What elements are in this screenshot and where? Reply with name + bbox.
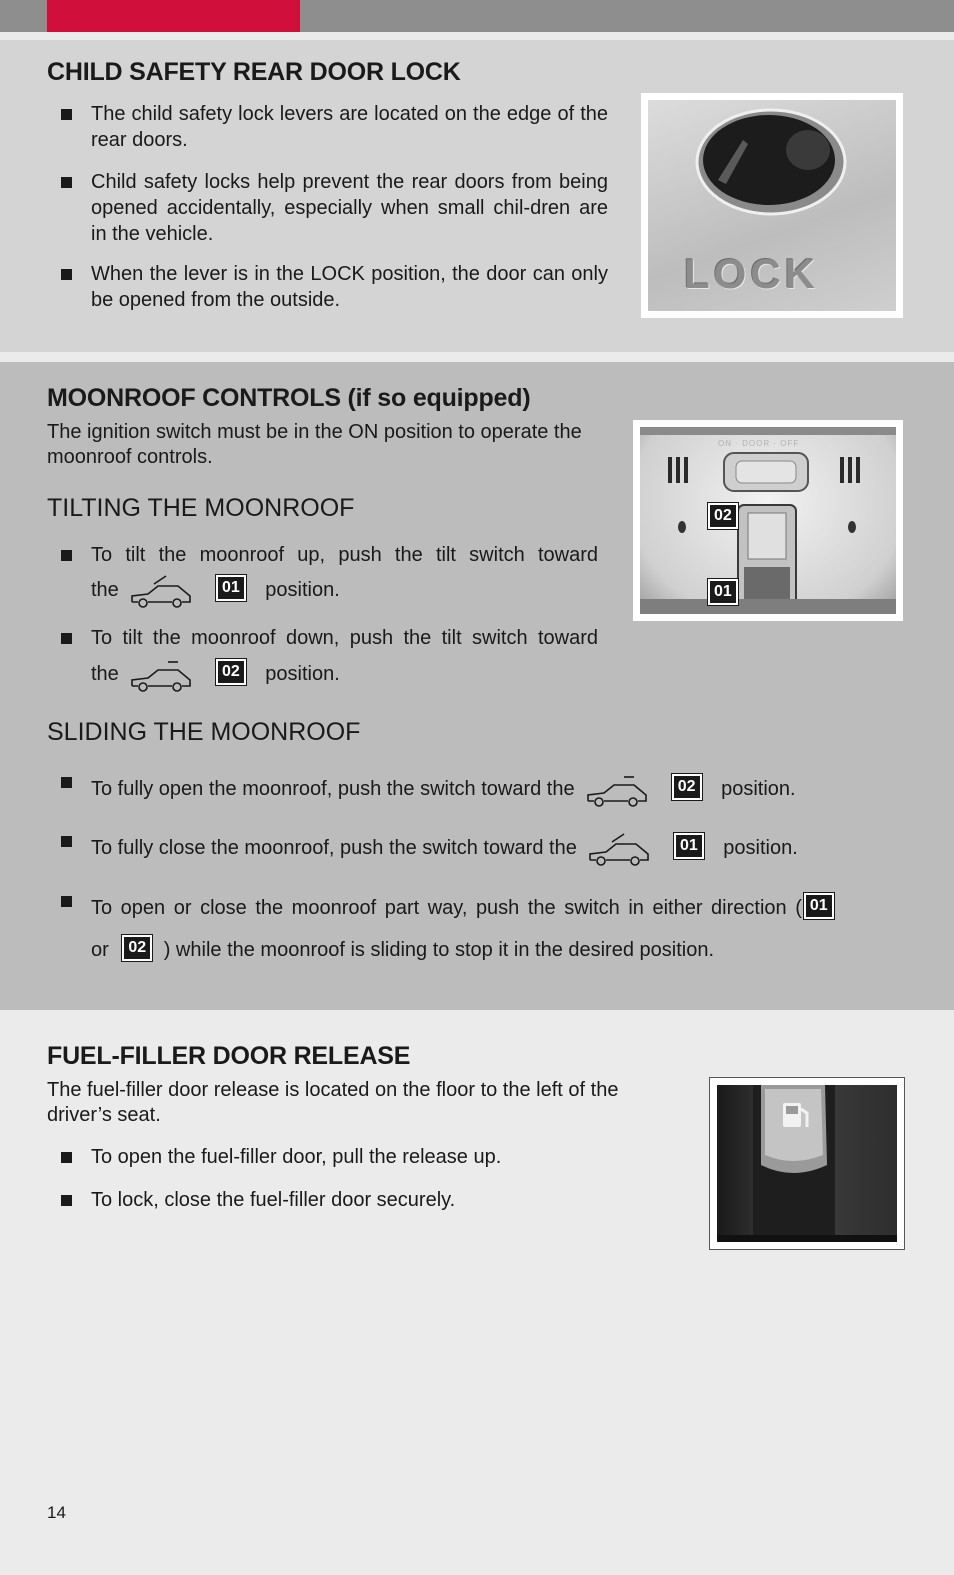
moonroof-switch-icon (640, 427, 896, 614)
tilt-up-line (91, 570, 340, 610)
intro-text: The ignition switch must be in the ON position to operate the moonroof controls. (47, 421, 582, 468)
fuel-release-photo (709, 1077, 905, 1250)
position-badge-02: 02 (122, 935, 152, 961)
position-badge-01: 01 (804, 893, 834, 919)
section-title: MOONROOF CONTROLS (if so equipped) (47, 384, 531, 412)
bullet-text: or (91, 939, 109, 961)
car-moonroof-tilt-up-icon (586, 830, 650, 868)
moonroof-switch-photo (633, 420, 903, 621)
list-item (91, 625, 598, 651)
position-badge-01: 01 (708, 579, 738, 605)
list-item: When the lever is in the LOCK position, the door can only be opened from the outside. (91, 263, 608, 311)
car-moonroof-tilt-down-icon (128, 656, 192, 694)
list-item (91, 769, 891, 809)
section-title: CHILD SAFETY REAR DOOR LOCK (47, 58, 461, 86)
list-item: To lock, close the fuel-filler door securely. (91, 1187, 651, 1213)
position-badge-02: 02 (708, 503, 738, 529)
section-child-safety (0, 40, 954, 352)
position-badge-02: 02 (672, 774, 702, 800)
bullet-text: position. (265, 663, 340, 685)
section-title: FUEL-FILLER DOOR RELEASE (47, 1042, 411, 1070)
bullet-text: To open or close the moonroof part way, push the switch in either direction ( (91, 897, 802, 919)
switch-legend: ON · DOOR · OFF (718, 439, 800, 448)
slide-partial-line (91, 930, 714, 970)
bullet-text: position. (723, 837, 798, 859)
child-lock-photo (641, 93, 903, 318)
top-bar (0, 0, 954, 32)
list-item (91, 542, 598, 568)
bullet-text: To tilt the moonroof up, push the tilt switch toward (91, 544, 598, 566)
bullet-text: position. (265, 579, 340, 601)
bullet-text: To tilt the moonroof down, push the tilt switch toward (91, 627, 598, 649)
list-item (91, 828, 891, 868)
tilt-down-line (91, 654, 340, 694)
list-item: The child safety lock levers are located on the edge of the rear doors. (91, 103, 608, 151)
bullet-text: ) while the moonroof is sliding to stop it in the desired position. (163, 939, 715, 961)
position-badge-02: 02 (216, 659, 246, 685)
list-item: Child safety locks help prevent the rear doors from being opened accidentally, especially when small chil-dren are in the vehicle. (91, 171, 608, 245)
car-moonroof-tilt-up-icon (128, 572, 192, 610)
page-number: 14 (47, 1503, 66, 1522)
bullet-text: position. (721, 778, 796, 800)
accent-tab (47, 0, 300, 32)
section-fuel-filler (0, 1018, 954, 1575)
bullet-text: the (91, 663, 119, 685)
bullet-text: the (91, 579, 119, 601)
intro-text: The fuel-filler door release is located on the floor to the left of the driver’s seat. (47, 1079, 619, 1126)
fuel-lever-icon (717, 1085, 897, 1242)
position-badge-01: 01 (674, 833, 704, 859)
list-item (91, 888, 901, 928)
bullet-text: To fully open the moonroof, push the switch toward the (91, 778, 575, 800)
car-moonroof-tilt-down-icon (584, 771, 648, 809)
list-item: To open the fuel-filler door, pull the release up. (91, 1144, 651, 1170)
lock-label: LOCK (684, 250, 819, 297)
position-badge-01: 01 (216, 575, 246, 601)
section-moonroof (0, 362, 954, 1010)
bullet-text: To fully close the moonroof, push the switch toward the (91, 837, 577, 859)
slide-heading: SLIDING THE MOONROOF (47, 718, 361, 746)
tilt-heading: TILTING THE MOONROOF (47, 494, 355, 522)
